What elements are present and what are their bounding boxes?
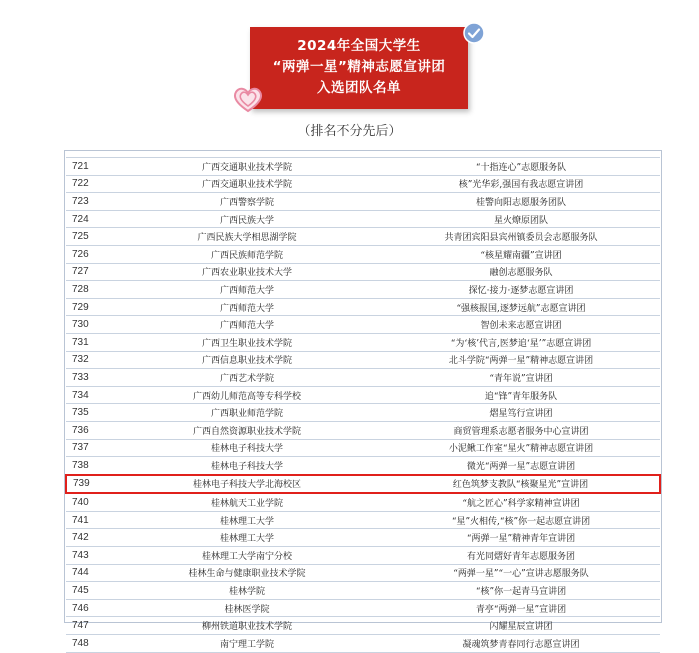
table-row: [66, 158, 660, 176]
team-name: “航之匠心”科学家精神宣讲团: [362, 493, 660, 511]
row-number: 744: [66, 564, 132, 582]
team-name: 红色筑梦支教队“核聚星光”宣讲团: [362, 475, 660, 494]
school-name: 桂林理工大学: [132, 529, 362, 547]
team-name: “十指连心”志愿服务队: [362, 158, 660, 176]
row-number: 742: [66, 529, 132, 547]
check-badge-icon: [463, 22, 485, 44]
table-row: [66, 263, 660, 281]
row-number: 746: [66, 599, 132, 617]
school-name: 桂林电子科技大学北海校区: [132, 475, 362, 494]
team-name: 熠星笃行宣讲团: [362, 404, 660, 422]
table-row: [66, 493, 660, 511]
team-name: 共青团宾阳县宾州镇委员会志愿服务队: [362, 228, 660, 246]
table-row: [66, 529, 660, 547]
school-name: 桂林生命与健康职业技术学院: [132, 564, 362, 582]
team-name: “青年说”宣讲团: [362, 369, 660, 387]
school-name: 广西师范大学: [132, 281, 362, 299]
table-row: [66, 351, 660, 369]
school-name: 桂林理工大学南宁分校: [132, 547, 362, 565]
team-name: “核星耀南疆”宣讲团: [362, 245, 660, 263]
table-row: [66, 245, 660, 263]
school-name: 广西卫生职业技术学院: [132, 333, 362, 351]
team-name: 青亭“两弹一星”宣讲团: [362, 599, 660, 617]
team-name: 融创志愿服务队: [362, 263, 660, 281]
table-row: [66, 316, 660, 334]
school-name: 桂林电子科技大学: [132, 439, 362, 457]
table-row-highlighted: [66, 475, 660, 494]
team-name: 北斗学院“两弹一星”精神志愿宣讲团: [362, 351, 660, 369]
row-number: 728: [66, 281, 132, 299]
title-line-3: 入选团队名单: [317, 80, 401, 96]
team-name: 有光同熠好青年志愿服务团: [362, 547, 660, 565]
school-name: 广西警察学院: [132, 193, 362, 211]
table-row: [66, 564, 660, 582]
table-row: [66, 511, 660, 529]
row-number: 724: [66, 210, 132, 228]
school-name: 广西民族大学: [132, 210, 362, 228]
table-row: [66, 421, 660, 439]
row-number: 743: [66, 547, 132, 565]
school-name: 广西民族大学相思湖学院: [132, 228, 362, 246]
table-row: [66, 404, 660, 422]
title-line-2: “两弹一星”精神志愿宣讲团: [272, 59, 446, 75]
school-name: 广西职业师范学院: [132, 404, 362, 422]
row-number: 738: [66, 457, 132, 475]
table-row: [66, 210, 660, 228]
team-name: 追“锋”青年服务队: [362, 386, 660, 404]
row-number: 721: [66, 158, 132, 176]
row-number: 745: [66, 582, 132, 600]
team-name: 核”光华彩,强国有我志愿宣讲团: [362, 175, 660, 193]
team-name: “星”火相传,“核”你一起志愿宣讲团: [362, 511, 660, 529]
row-number: 734: [66, 386, 132, 404]
row-number: 741: [66, 511, 132, 529]
row-number: 736: [66, 421, 132, 439]
title-banner: [250, 27, 468, 109]
school-name: 广西农业职业技术大学: [132, 263, 362, 281]
team-table: [64, 150, 662, 650]
school-name: 桂林医学院: [132, 599, 362, 617]
title-line-1: 2024年全国大学生: [297, 38, 421, 54]
row-number: 726: [66, 245, 132, 263]
table-row: [66, 599, 660, 617]
school-name: 广西艺术学院: [132, 369, 362, 387]
school-name: 广西师范大学: [132, 298, 362, 316]
team-name: 微光“两弹一星”志愿宣讲团: [362, 457, 660, 475]
row-number: 735: [66, 404, 132, 422]
row-number: 725: [66, 228, 132, 246]
school-name: 广西民族师范学院: [132, 245, 362, 263]
heart-icon: [231, 84, 265, 114]
table-row: [66, 298, 660, 316]
table-row: [66, 439, 660, 457]
team-name: 探忆·接力·逐梦志愿宣讲团: [362, 281, 660, 299]
row-number: 748: [66, 635, 132, 653]
school-name: 广西交通职业技术学院: [132, 175, 362, 193]
row-number: 737: [66, 439, 132, 457]
team-name: 凝魂筑梦青春同行志愿宣讲团: [362, 635, 660, 653]
table-row: [66, 457, 660, 475]
team-name: “两弹一星”“一心”宣讲志愿服务队: [362, 564, 660, 582]
school-name: 柳州铁道职业技术学院: [132, 617, 362, 635]
team-name: 闪耀星辰宣讲团: [362, 617, 660, 635]
school-name: 桂林学院: [132, 582, 362, 600]
table-row: [66, 333, 660, 351]
team-name: “为‘核’代言,医梦追‘星’”志愿宣讲团: [362, 333, 660, 351]
row-number: 732: [66, 351, 132, 369]
row-number: 723: [66, 193, 132, 211]
school-name: 桂林电子科技大学: [132, 457, 362, 475]
school-name: 广西师范大学: [132, 316, 362, 334]
table-row: [66, 582, 660, 600]
table-row: [66, 369, 660, 387]
school-name: 广西幼儿师范高等专科学校: [132, 386, 362, 404]
table-row: [66, 635, 660, 653]
row-number: 747: [66, 617, 132, 635]
row-number: 739: [66, 475, 132, 494]
row-number: 730: [66, 316, 132, 334]
row-number: 733: [66, 369, 132, 387]
row-number: 740: [66, 493, 132, 511]
table-row: [66, 193, 660, 211]
school-name: 广西交通职业技术学院: [132, 158, 362, 176]
table-row: [66, 175, 660, 193]
table-row: [66, 386, 660, 404]
school-name: 桂林航天工业学院: [132, 493, 362, 511]
team-name: 商贸管理系志愿者服务中心宣讲团: [362, 421, 660, 439]
school-name: 广西自然资源职业技术学院: [132, 421, 362, 439]
team-name: 星火燎原团队: [362, 210, 660, 228]
team-name: 桂警向阳志愿服务团队: [362, 193, 660, 211]
team-name: “核”你一起青马宣讲团: [362, 582, 660, 600]
subtitle: （排名不分先后）: [297, 124, 402, 139]
team-name: “强核报国,逐梦远航”志愿宣讲团: [362, 298, 660, 316]
row-number: 722: [66, 175, 132, 193]
table-row: [66, 228, 660, 246]
school-name: 桂林理工大学: [132, 511, 362, 529]
school-name: 南宁理工学院: [132, 635, 362, 653]
table-row: [66, 617, 660, 635]
team-name: 智创未来志愿宣讲团: [362, 316, 660, 334]
team-name: “两弹一星”精神青年宣讲团: [362, 529, 660, 547]
row-number: 731: [66, 333, 132, 351]
table-row: [66, 281, 660, 299]
row-number: 727: [66, 263, 132, 281]
table-row: [66, 547, 660, 565]
row-number: 729: [66, 298, 132, 316]
team-name: 小泥鳅工作室“星火”精神志愿宣讲团: [362, 439, 660, 457]
school-name: 广西信息职业技术学院: [132, 351, 362, 369]
